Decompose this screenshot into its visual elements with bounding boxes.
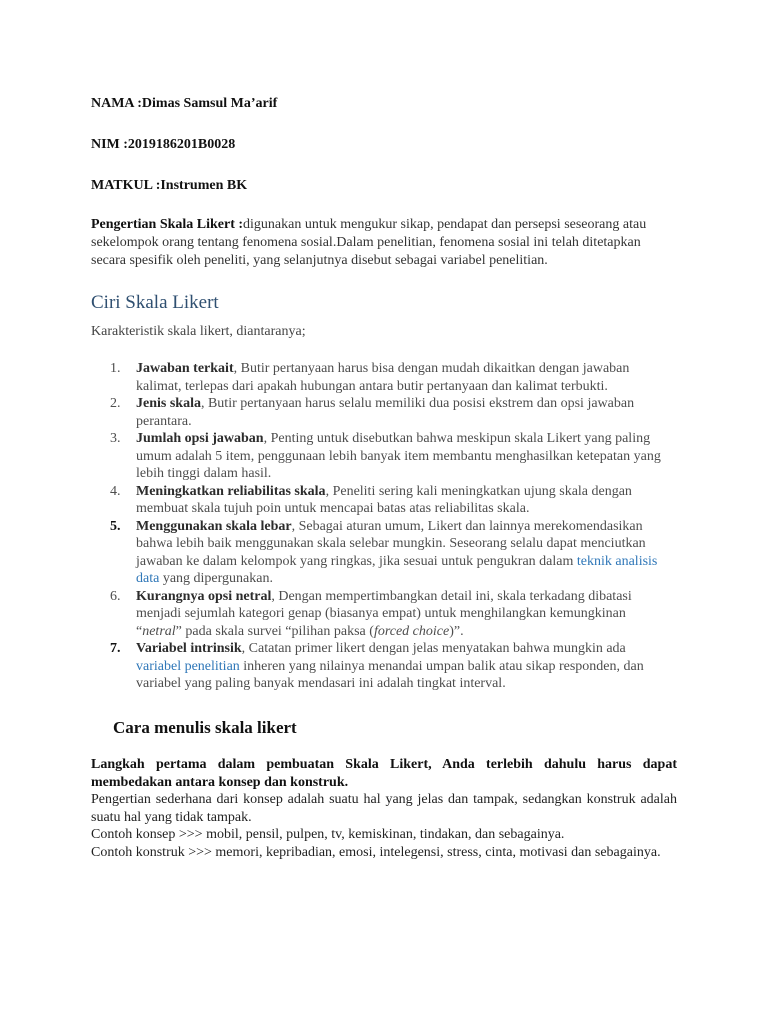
list-number: 7. [110, 641, 121, 656]
intro-text: digunakan untuk mengukur sikap, pendapat dan persepsi seseorang atau sekelompok orang tentang fenomena sosial.Dalam penelitian, fenomena sosial ini telah ditetapkan secara spesifik oleh peneliti, yang selanjutnya disebut sebagai variabel penelitian. [91, 217, 647, 268]
list-number: 2. [110, 396, 121, 411]
intro-term: Pengertian Skala Likert : [91, 217, 244, 232]
list-number: 3. [110, 431, 121, 446]
list-term: Jawaban terkait [136, 361, 234, 376]
course-name: MATKUL :Instrumen BK [91, 178, 248, 193]
italic-netral: netral [142, 623, 176, 639]
list-item [110, 430, 670, 483]
list-text: , Penting untuk disebutkan bahwa meskipun skala Likert yang paling umum adalah 5 item, penggunaan lebih banyak item membantu menghasilkan ketepatan yang lebih tinggi dalam hasil. [136, 431, 661, 481]
list-term: Jumlah opsi jawaban [136, 431, 264, 446]
cara-paragraph-3: Contoh konstruk >>> memori, kepribadian, emosi, intelegensi, stress, cinta, motivasi dan sebagainya. [91, 844, 661, 860]
list-item [110, 588, 670, 641]
list-term: Jenis skala [136, 396, 201, 411]
student-nim: NIM :2019186201B0028 [91, 137, 236, 152]
cara-bold-paragraph: Langkah pertama dalam pembuatan Skala Likert, Anda terlebih dahulu harus dapat membedakan antara konsep dan konstruk. [91, 757, 677, 790]
list-text: , Dengan mempertimbangkan detail ini, skala terkadang dibatasi menjadi sejumlah kategori genap (biasanya empat) untuk menghilangkan kemungkinan “ [136, 588, 632, 639]
list-text: , Peneliti sering kali meningkatkan ujung skala dengan membuat skala tujuh poin untuk mencapai batas atas reliabilitas skala. [136, 483, 632, 516]
list-number: 6. [110, 588, 121, 604]
list-item [110, 640, 670, 693]
list-text: , Catatan primer likert dengan jelas menyatakan bahwa mungkin ada [241, 641, 626, 656]
intro-paragraph [91, 216, 671, 270]
list-text: , Sebagai aturan umum, Likert dan lainnya merekomendasikan bahwa lebih baik menggunakan skala selebar mungkin. Seseorang selalu dapat menciutkan jawaban ke dalam kelompok yang ringkas, jika sesuai untuk pengukran dalam [136, 518, 646, 569]
list-text: , Butir pertanyaan harus selalu memiliki dua posisi ekstrem dan opsi jawaban perantara. [136, 396, 635, 429]
list-number: 4. [110, 483, 121, 499]
list-item [110, 360, 670, 395]
list-number: 5. [110, 518, 121, 534]
ciri-list [110, 360, 670, 693]
list-text-end: )”. [449, 623, 464, 639]
list-term: Menggunakan skala lebar [136, 518, 292, 534]
ciri-lead: Karakteristik skala likert, diantaranya; [91, 324, 306, 339]
list-item [110, 483, 670, 518]
student-name: NAMA :Dimas Samsul Ma’arif [91, 96, 278, 111]
section-heading-cara: Cara menulis skala likert [113, 718, 297, 737]
cara-body [91, 756, 677, 861]
analysis-link[interactable]: teknik analisis data [136, 553, 658, 586]
list-term: Variabel intrinsik [136, 641, 242, 656]
variable-link[interactable]: variabel penelitian [136, 658, 240, 674]
list-term: Meningkatkan reliabilitas skala [136, 483, 326, 499]
list-item [110, 518, 670, 588]
list-item [110, 395, 670, 430]
cara-paragraph-2: Contoh konsep >>> mobil, pensil, pulpen, tv, kemiskinan, tindakan, dan sebagainya. [91, 827, 565, 842]
list-term: Kurangnya opsi netral [136, 588, 272, 604]
list-text: , Butir pertanyaan harus bisa dengan mudah dikaitkan dengan jawaban kalimat, terlepas dari apakah hubungan antara butir pertanyaan dan kalimat terbukti. [136, 361, 630, 394]
list-text-after: yang dipergunakan. [159, 571, 273, 586]
section-heading-ciri: Ciri Skala Likert [91, 292, 219, 313]
cara-paragraph-1: Pengertian sederhana dari konsep adalah suatu hal yang jelas dan tampak, sedangkan konstruk adalah suatu hal yang tidak tampak. [91, 792, 677, 825]
list-number: 1. [110, 361, 121, 376]
list-text-after: inheren yang nilainya menandai umpan balik atau sikap responden, dan variabel yang paling banyak mendasari ini adalah tingkat interval. [136, 658, 644, 691]
italic-forced-choice: forced choice [373, 623, 450, 639]
list-text-mid: ” pada skala survei “pilihan paksa ( [175, 623, 374, 639]
